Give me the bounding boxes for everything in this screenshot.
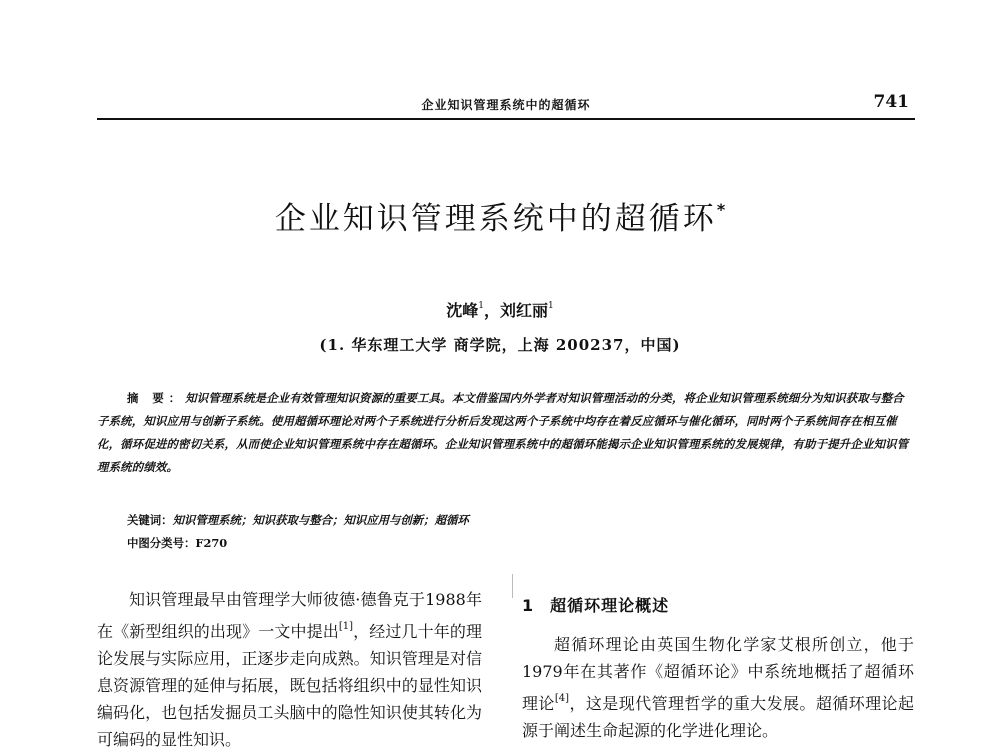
classification-code: F270: [195, 536, 228, 550]
running-title: 企业知识管理系统中的超循环: [421, 98, 591, 112]
author-2-affiliation-mark: 1: [548, 301, 554, 311]
citation-4: [4]: [554, 693, 570, 704]
column-divider: [512, 574, 513, 598]
citation-1: [1]: [338, 621, 353, 632]
section-1-paragraph: [522, 631, 914, 744]
classification-label: 中图分类号：: [127, 536, 196, 550]
abstract-label: 摘 要：: [127, 391, 186, 405]
author-separator: ，: [483, 301, 500, 320]
abstract: [97, 387, 915, 479]
authors: [0, 298, 1000, 321]
section-1-title: 超循环理论概述: [550, 596, 670, 615]
page-number: 741: [873, 92, 909, 112]
section-1-heading: [522, 592, 914, 619]
article-title-text: 企业知识管理系统中的超循环: [274, 201, 717, 237]
running-header: [97, 92, 915, 120]
author-1-affiliation-mark: 1: [478, 301, 484, 311]
keywords: [127, 512, 469, 528]
author-1: 沈峰: [446, 301, 479, 320]
classification-number: [127, 535, 227, 551]
section-1-text-part-2: ，这是现代管理哲学的重大发展。超循环理论起源于阐述生命起源的化学进化理论。: [522, 694, 914, 740]
section-1-number: 1: [522, 596, 535, 615]
intro-text-part-2: ，经过几十年的理论发展与实际应用，正逐步走向成熟。知识管理是对信息资源管理的延伸与拓展，既包括将组织中的显性知识编码化，也包括发掘员工头脑中的隐性知识使其转化为可编码的显性知识。: [97, 622, 482, 749]
abstract-text: 知识管理系统是企业有效管理知识资源的重要工具。本文借鉴国内外学者对知识管理活动的分类，将企业知识管理系统细分为知识获取与整合子系统，知识应用与创新子系统。使用超循环理论对两个子系统进行分析后发现这两个子系统中均存在着反应循环与催化循环，同时两个子系统间存在相互催化，循环促进的密切关系，从而使企业知识管理系统中存在超循环。企业知识管理系统中的超循环能揭示企业知识管理系统的发展规律，有助于提升企业知识管理系统的绩效。: [97, 391, 909, 474]
title-footnote-mark: *: [716, 200, 726, 219]
affiliation: (1. 华东理工大学 商学院，上海 200237，中国): [319, 336, 681, 354]
keywords-text: 知识管理系统；知识获取与整合；知识应用与创新；超循环: [172, 513, 469, 527]
body-right-column: [522, 584, 914, 744]
intro-text-part-1: 知识管理最早由管理学大师彼德·德鲁克于1988年在《新型组织的出现》一文中提出: [97, 590, 482, 641]
section-1-text-part-1: 超循环理论由英国生物化学家艾根所创立，他于1979年在其著作《超循环论》中系统地概括了超循环理论: [522, 635, 914, 713]
keywords-label: 关键词：: [127, 513, 173, 527]
article-title: [0, 193, 1000, 238]
body-left-column: [97, 586, 482, 753]
author-2: 刘红丽: [500, 301, 549, 320]
intro-paragraph: [97, 586, 482, 753]
